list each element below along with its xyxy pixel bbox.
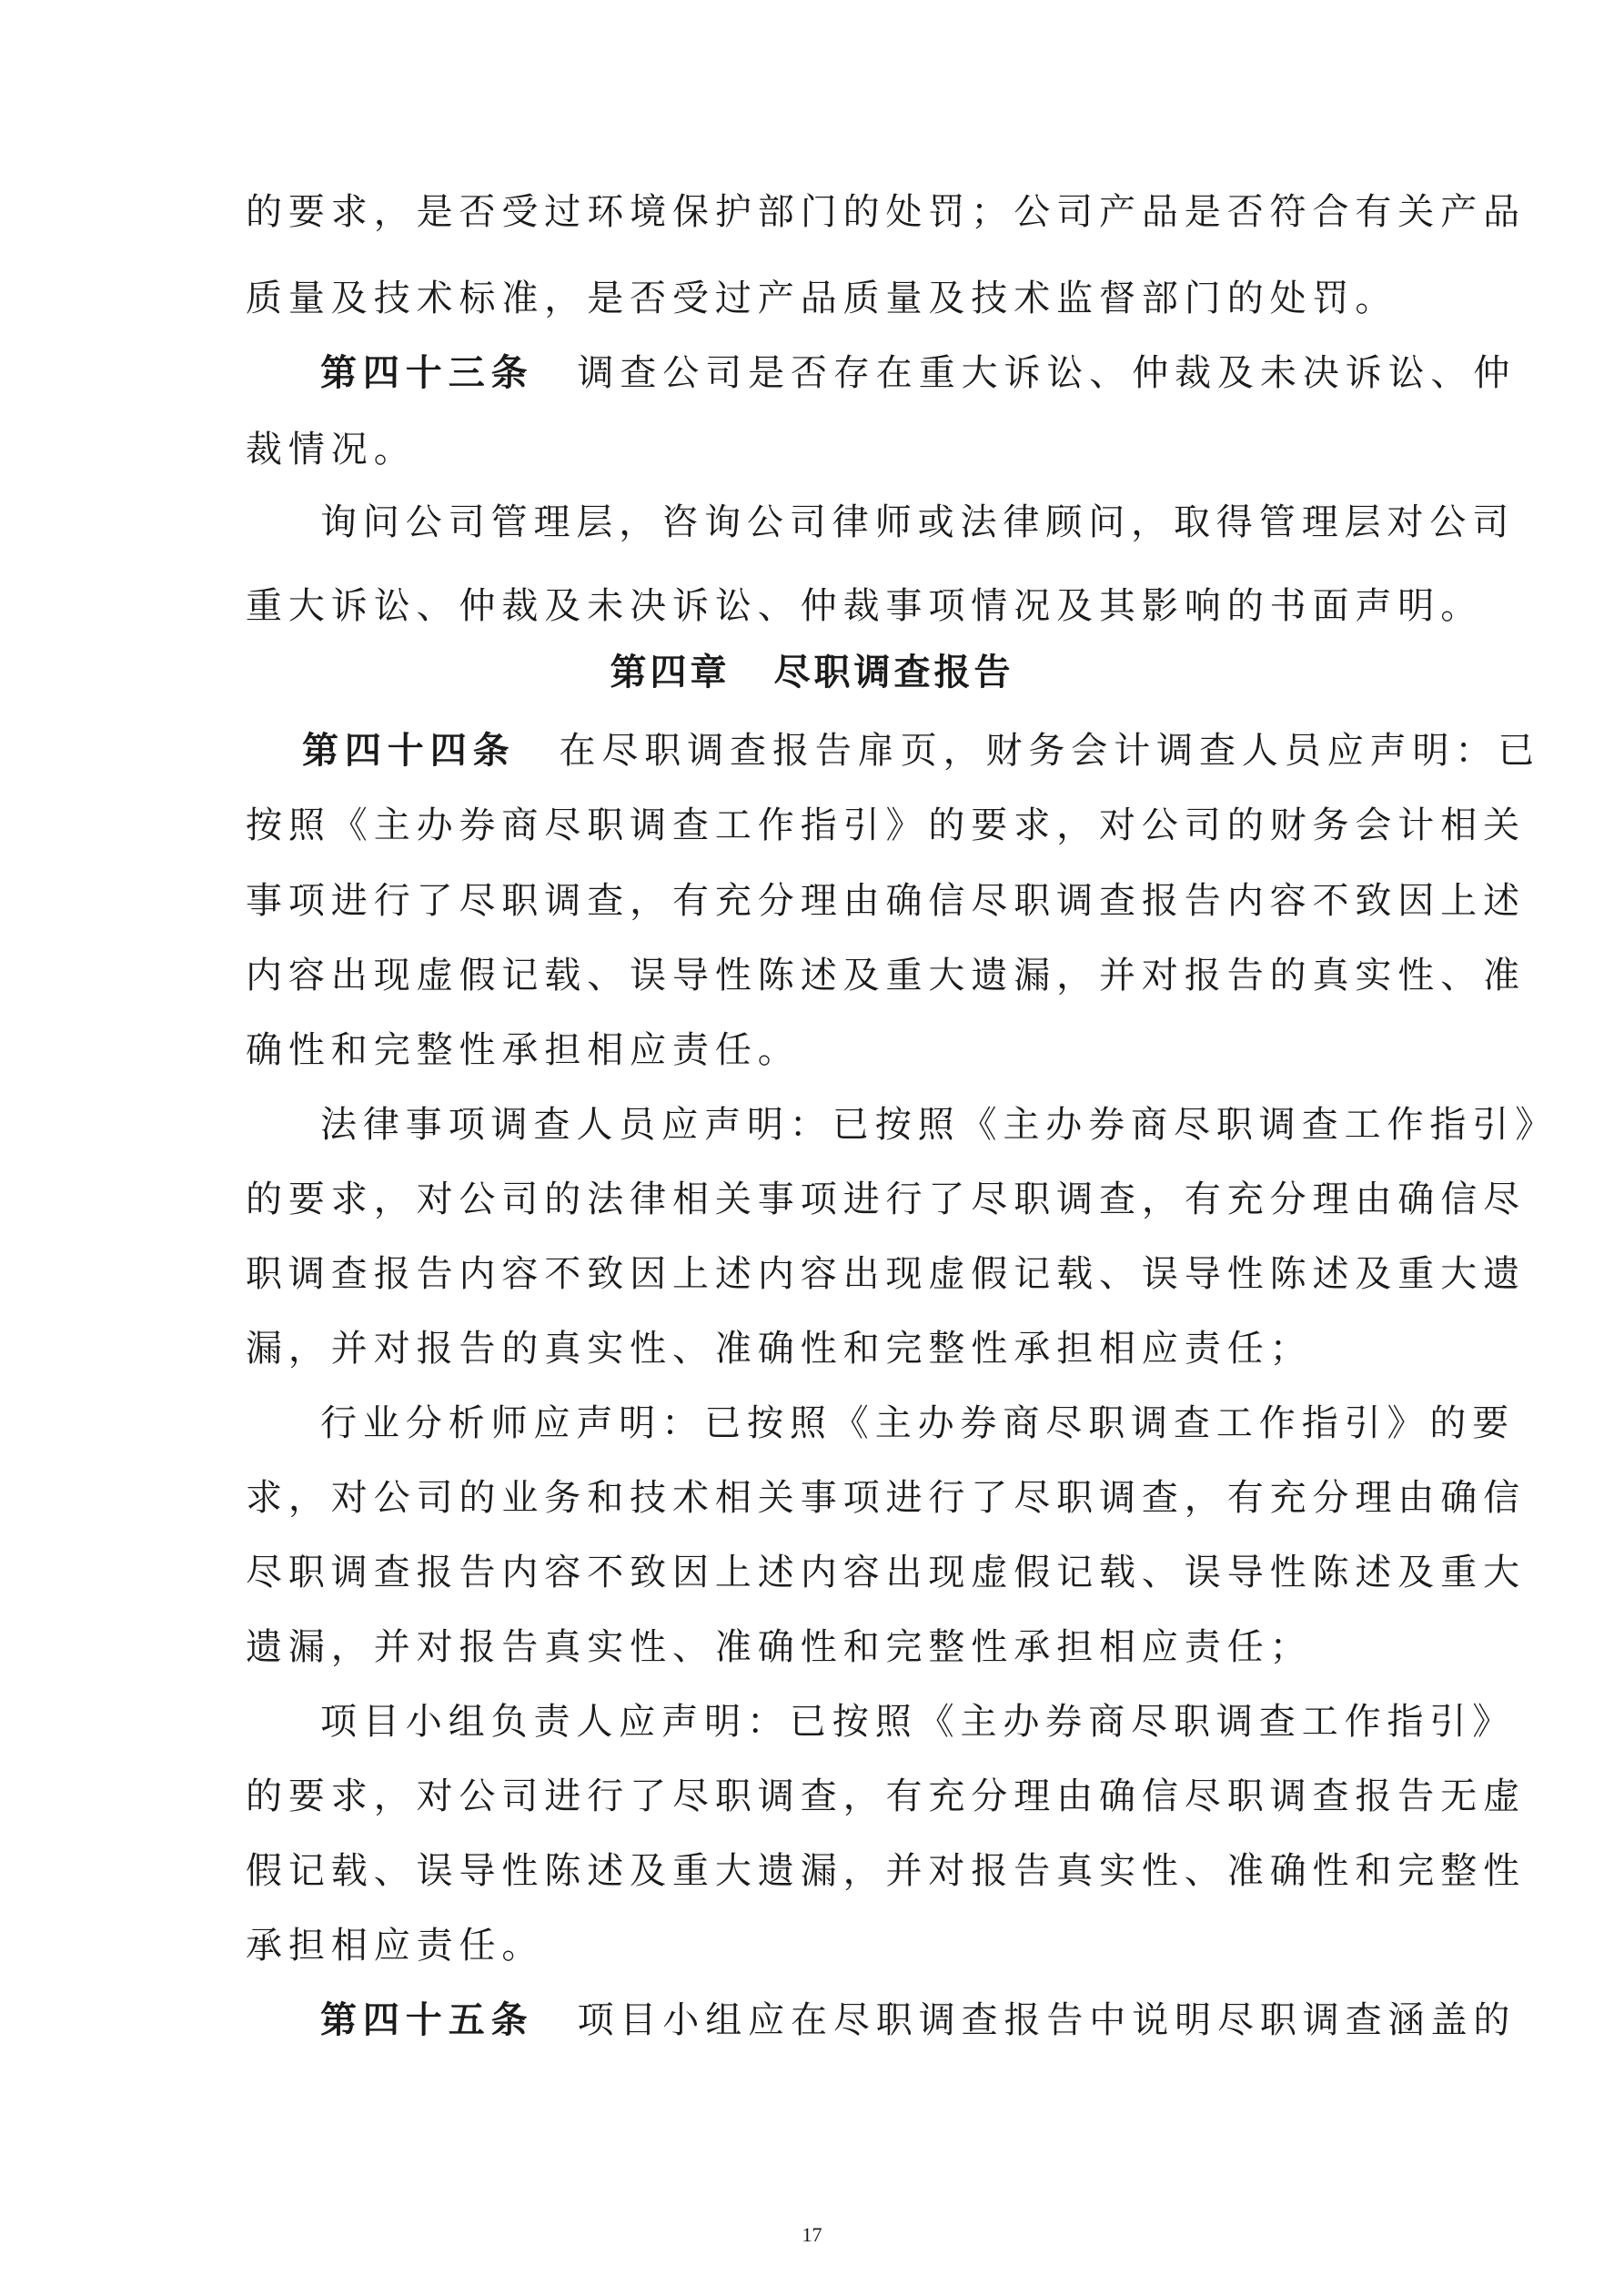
body-text-line: 重大诉讼、仲裁及未决诉讼、仲裁事项情况及其影响的书面声明。 <box>246 585 1484 627</box>
body-text-line: 求，对公司的业务和技术相关事项进行了尽职调查，有充分理由确信 <box>246 1477 1526 1519</box>
page-number: 17 <box>802 2223 822 2246</box>
body-text-line: 假记载、误导性陈述及重大遗漏，并对报告真实性、准确性和完整性 <box>246 1850 1526 1892</box>
article-line <box>320 1998 1516 2042</box>
article-line <box>302 729 1540 773</box>
body-text-line: 的要求，对公司进行了尽职调查，有充分理由确信尽职调查报告无虚 <box>246 1775 1526 1817</box>
body-text-line: 事项进行了尽职调查，有充分理由确信尽职调查报告内容不致因上述 <box>246 880 1526 922</box>
body-text-line: 行业分析师应声明：已按照《主办券商尽职调查工作指引》的要 <box>320 1402 1516 1444</box>
article-text: 调查公司是否存在重大诉讼、仲裁及未决诉讼、仲 <box>577 352 1517 394</box>
body-text-line: 按照《主办券商尽职调查工作指引》的要求，对公司的财务会计相关 <box>246 804 1526 846</box>
body-text-line: 法律事项调查人员应声明：已按照《主办券商尽职调查工作指引》 <box>320 1104 1558 1146</box>
body-text-line: 项目小组负责人应声明：已按照《主办券商尽职调查工作指引》 <box>320 1701 1516 1743</box>
article-number: 第四十三条 <box>320 351 534 394</box>
body-text-line: 确性和完整性承担相应责任。 <box>246 1029 801 1071</box>
body-text-line: 职调查报告内容不致因上述内容出现虚假记载、误导性陈述及重大遗 <box>246 1253 1526 1295</box>
body-text-line: 承担相应责任。 <box>246 1925 545 1967</box>
body-text-line: 遗漏，并对报告真实性、准确性和完整性承担相应责任； <box>246 1626 1313 1668</box>
body-text-line: 的要求，对公司的法律相关事项进行了尽职调查，有充分理由确信尽 <box>246 1178 1526 1220</box>
body-text-line: 询问公司管理层，咨询公司律师或法律顾问，取得管理层对公司 <box>320 501 1516 543</box>
chapter-number: 第四章 <box>610 651 731 693</box>
article-text: 在尽职调查报告扉页，财务会计调查人员应声明：已 <box>559 730 1541 772</box>
body-text-line: 的要求，是否受过环境保护部门的处罚；公司产品是否符合有关产品 <box>246 191 1526 233</box>
article-number: 第四十五条 <box>320 1998 534 2041</box>
body-text-line: 漏，并对报告的真实性、准确性和完整性承担相应责任； <box>246 1328 1313 1370</box>
body-text-line: 裁情况。 <box>246 429 417 470</box>
article-text: 项目小组应在尽职调查报告中说明尽职调查涵盖的 <box>577 1999 1517 2041</box>
article-line <box>320 351 1516 395</box>
body-text-line: 内容出现虚假记载、误导性陈述及重大遗漏，并对报告的真实性、准 <box>246 955 1526 996</box>
chapter-title: 尽职调查报告 <box>773 651 1014 693</box>
article-number: 第四十四条 <box>302 729 516 772</box>
body-text-line: 尽职调查报告内容不致因上述内容出现虚假记载、误导性陈述及重大 <box>246 1552 1526 1593</box>
chapter-heading <box>0 651 1624 694</box>
body-text-line: 质量及技术标准，是否受过产品质量及技术监督部门的处罚。 <box>246 278 1398 319</box>
